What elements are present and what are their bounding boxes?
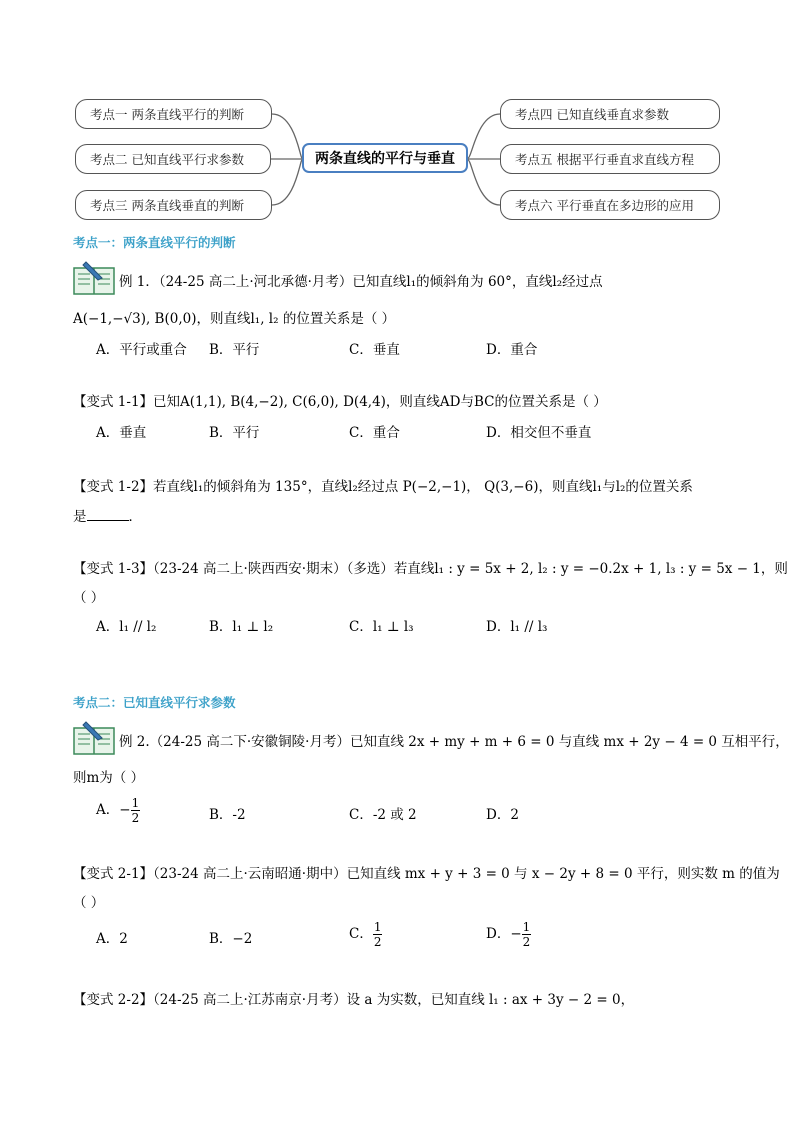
variant-1-3-option-d: D．l₁ // l₃ [486, 619, 548, 635]
answer-blank [87, 508, 129, 521]
example-2-option-a-prefix: A．− [96, 802, 131, 818]
variant-1-3-stem-cont: （ ） [73, 590, 105, 606]
variant-2-1-option-b: B．−2 [209, 931, 253, 947]
fraction-numerator: 1 [373, 920, 382, 934]
mindmap-node-topic-3: 考点三 两条直线垂直的判断 [75, 190, 272, 220]
book-pencil-icon [72, 718, 118, 756]
example-1-stem-cont: A(−1,−√3), B(0,0)，则直线l₁, l₂ 的位置关系是（ ） [73, 311, 396, 327]
variant-1-1-option-c: C．重合 [349, 425, 400, 441]
fraction [522, 920, 532, 949]
variant-1-2-stem: 【变式 1-2】若直线l₁的倾斜角为 135°，直线l₂经过点 P(−2,−1)， Q(3,−6)，则直线l₁与l₂的位置关系 [73, 479, 693, 495]
variant-1-3-option-a: A．l₁ // l₂ [96, 619, 157, 635]
mindmap-node-topic-6: 考点六 平行垂直在多边形的应用 [500, 190, 720, 220]
variant-2-1-stem-cont: （ ） [73, 895, 105, 911]
example-1-option-d: D．重合 [486, 342, 538, 358]
example-1-option-b: B．平行 [209, 342, 260, 358]
book-pencil-icon [72, 258, 118, 296]
fraction [373, 920, 383, 949]
variant-2-1-option-a: A．2 [96, 931, 128, 947]
section-title-2: 考点二：已知直线平行求参数 [73, 695, 236, 710]
variant-1-3-option-b: B．l₁ ⊥ l₂ [209, 619, 274, 635]
mindmap-node-topic-5: 考点五 根据平行垂直求直线方程 [500, 144, 720, 174]
variant-2-1-option-d-prefix: D．− [486, 926, 522, 942]
fraction-numerator: 1 [131, 796, 140, 810]
variant-1-1-option-b: B．平行 [209, 425, 260, 441]
fraction-denominator: 2 [131, 811, 140, 825]
example-1-option-c: C．垂直 [349, 342, 400, 358]
example-2-option-b: B．-2 [209, 807, 246, 823]
variant-1-3-option-c: C．l₁ ⊥ l₃ [349, 619, 414, 635]
mindmap-center-title: 两条直线的平行与垂直 [302, 143, 468, 173]
variant-2-1-option-c-prefix: C． [349, 926, 373, 942]
example-2-option-a [96, 796, 140, 825]
variant-2-1-option-c [349, 920, 382, 949]
example-2-option-d: D．2 [486, 807, 519, 823]
mindmap-node-topic-2: 考点二 已知直线平行求参数 [75, 144, 271, 174]
variant-2-2-stem: 【变式 2-2】（24-25 高二上·江苏南京·月考）设 a 为实数，已知直线 l₁ : ax + 3y − 2 = 0， [73, 992, 635, 1008]
fraction [131, 796, 141, 825]
variant-1-3-stem: 【变式 1-3】（23-24 高二上·陕西西安·期末）（多选）若直线l₁ : y = 5x + 2, l₂ : y = −0.2x + 1, l₃ : y = 5x − 1，则 [73, 561, 788, 577]
mindmap-node-topic-1: 考点一 两条直线平行的判断 [75, 99, 272, 129]
section-title-1: 考点一：两条直线平行的判断 [73, 235, 236, 250]
example-1-option-a: A．平行或重合 [96, 342, 187, 358]
fraction-denominator: 2 [373, 935, 382, 949]
fraction-denominator: 2 [522, 935, 531, 949]
mindmap-node-topic-4: 考点四 已知直线垂直求参数 [500, 99, 720, 129]
variant-1-2-period: ． [128, 509, 142, 525]
variant-1-2-stem-cont [73, 505, 142, 525]
variant-1-1-stem: 【变式 1-1】已知A(1,1), B(4,−2), C(6,0), D(4,4)，则直线AD与BC的位置关系是（ ） [73, 394, 607, 410]
example-1-stem: 例 1．（24-25 高二上·河北承德·月考）已知直线l₁的倾斜角为 60°，直线l₂经过点 [119, 274, 603, 290]
variant-1-1-option-a: A．垂直 [96, 425, 147, 441]
example-2-stem: 例 2.（24-25 高二下·安徽铜陵·月考）已知直线 2x + my + m + 6 = 0 与直线 mx + 2y − 4 = 0 互相平行， [119, 734, 789, 750]
variant-1-1-option-d: D．相交但不垂直 [486, 425, 592, 441]
example-2-option-c: C．-2 或 2 [349, 807, 417, 823]
fraction-numerator: 1 [522, 920, 531, 934]
variant-2-1-option-d [486, 920, 531, 949]
variant-1-2-text: 是 [73, 509, 87, 525]
example-2-stem-cont: 则m为（ ） [73, 770, 145, 786]
variant-2-1-stem: 【变式 2-1】（23-24 高二上·云南昭通·期中）已知直线 mx + y + 3 = 0 与 x − 2y + 8 = 0 平行，则实数 m 的值为 [73, 866, 780, 882]
